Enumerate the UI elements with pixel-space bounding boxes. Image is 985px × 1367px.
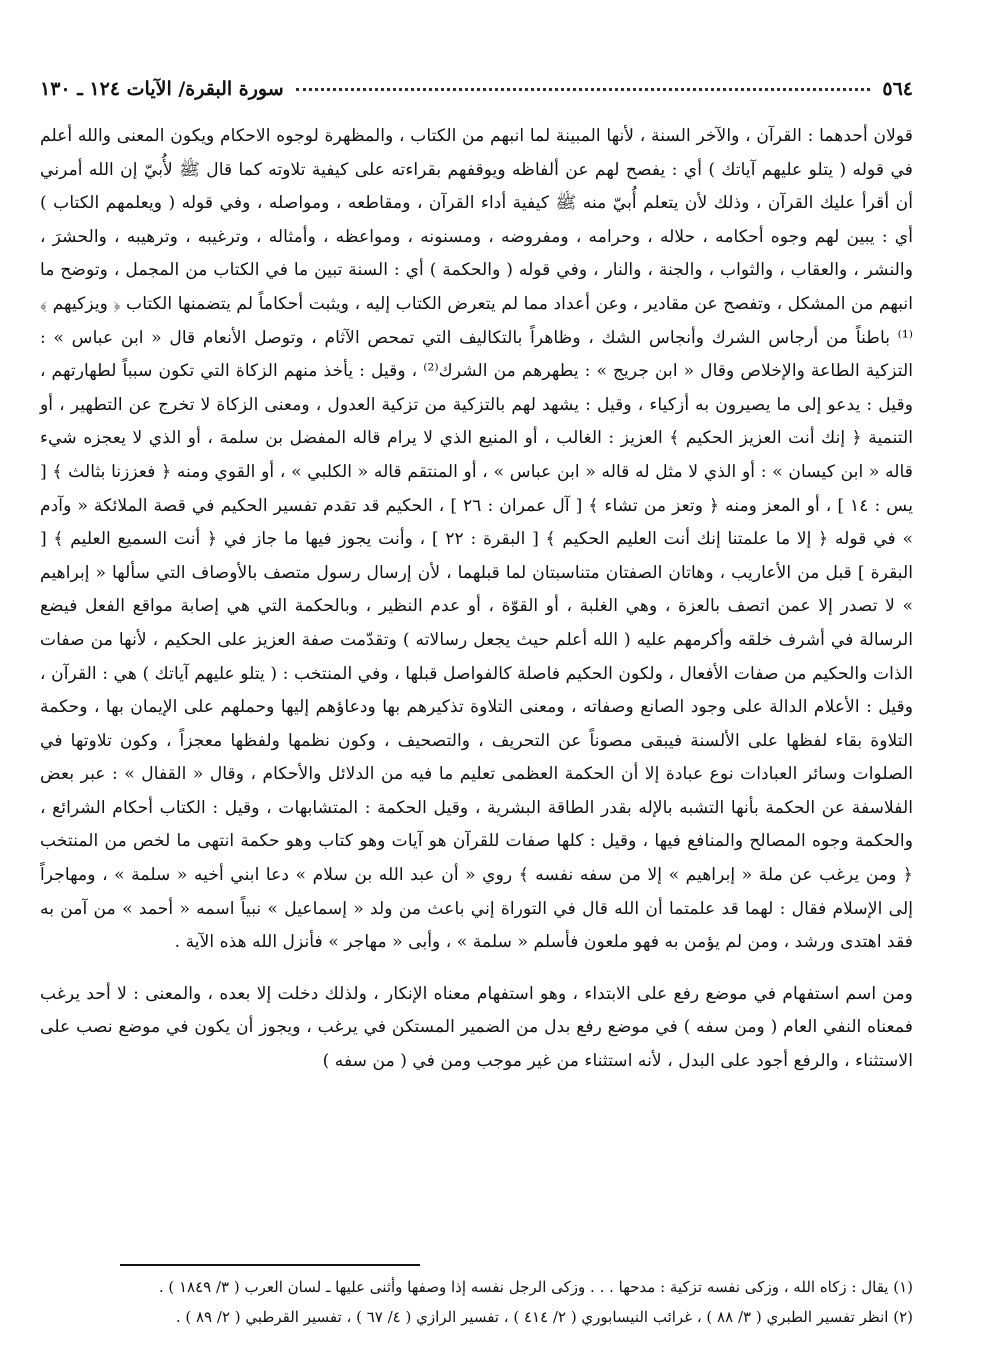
main-text	[40, 120, 913, 1079]
page-number: ٥٦٤	[882, 78, 913, 100]
paragraph-1: قولان أحدهما : القرآن ، والآخر السنة ، لأنها المبينة لما انبهم من الكتاب ، والمظهرة لوجوه الاحكام ويكون المعنى والله أعلم في قوله ( يتلو عليهم آياتك ) أي : يفصح لهم عن ألفاظه ويوقفهم بقراءته على كيفية تلاوته كما قال ﷺ لأُبيّ إن الله أمرني أن أقرأ عليك القرآن ، وذلك لأن يتعلم أُبيّ منه ﷺ كيفية أداء القرآن ، ومقاطعه ، ومواصله ، وفي قوله ( ويعلمهم الكتاب ) أي : يبين لهم وجوه أحكامه ، حلاله ، وحرامه ، ومفروضه ، ومسنونه ، ومواعظه ، وأمثاله ، وترغيبه ، وترهيبه ، والحشرَ ، والنشر ، والعقاب ، والثواب ، والجنة ، والنار ، وفي قوله ( والحكمة ) أي : السنة تبين ما في الكتاب من المجمل ، وتوضح ما انبهم من المشكل ، وتفصح عن مقادير ، وعن أعداد مما لم يتعرض الكتاب إليه ، ويثبت أحكاماً لم يتضمنها الكتاب ﴿ ويزكيهم ﴾⁽¹⁾ باطناً من أرجاس الشرك وأنجاس الشك ، وظاهراً بالتكاليف التي تمحص الآثام ، وتوصل الأنعام قال « ابن عباس » : التزكية الطاعة والإخلاص وقال « ابن جريج » : يطهرهم من الشرك⁽²⁾ ، وقيل : يأخذ منهم الزكاة التي تكون سبباً لطهارتهم ، وقيل : يدعو إلى ما يصيرون به أزكياء ، وقيل : يشهد لهم بالتزكية من تزكية العدول ، ومعنى الزكاة لا تخرج عن التطهير ، أو التنمية ﴿ إنك أنت العزيز الحكيم ﴾ العزيز : الغالب ، أو المنيع الذي لا يرام قاله المفضل بن سلمة ، أو الذي لا يعجزه شيء قاله « ابن كيسان » : أو الذي لا مثل له قاله « ابن عباس » ، أو المنتقم قاله « الكلبي » ، أو القوي ومنه ﴿ فعززنا بثالث ﴾ [ يس : ١٤ ] ، أو المعز ومنه ﴿ وتعز من تشاء ﴾ [ آل عمران : ٢٦ ] ، الحكيم قد تقدم تفسير الحكيم في قصة الملائكة « وآدم » في قوله ﴿ إلا ما علمتنا إنك أنت العليم الحكيم ﴾ [ البقرة : ٢٢ ] ، وأنت يجوز فيها ما جاز في ﴿ أنت السميع العليم ﴾ [ البقرة ] قبل من الأعاريب ، وهاتان الصفتان متناسبتان لما قبلهما ، لأن إرسال رسول متصف بالأوصاف التي سألها « إبراهيم » لا تصدر إلا عمن اتصف بالعزة ، وهي الغلبة ، أو القوّة ، أو عدم النظير ، وبالحكمة التي هي إصابة مواقع الفعل فيضع الرسالة في أشرف خلقه وأكرمهم عليه ( الله أعلم حيث يجعل رسالاته ) وتقدّمت صفة العزيز على الحكيم ، لأنها من صفات الذات والحكيم من صفات الأفعال ، ولكون الحكيم فاصلة كالفواصل قبلها ، وفي المنتخب : ( يتلو عليهم آياتك ) هي : القرآن ، وقيل : الأعلام الدالة على وجود الصانع وصفاته ، ومعنى التلاوة تذكيرهم بها ودعاؤهم إليها وحملهم على الإيمان بها ، وحكمة التلاوة بقاء لفظها على الألسنة فيبقى مصوناً عن التحريف ، والتصحيف ، وكون نظمها ولفظها معجزاً ، وكون تلاوتها في الصلوات وسائر العبادات نوع عبادة إلا أن الحكمة العظمى تعليم ما فيه من الدلائل والأحكام ، وقال « القفال » : عبر بعض الفلاسفة عن الحكمة بأنها التشبه بالإله بقدر الطاقة البشرية ، وقيل الحكمة : المتشابهات ، وقيل : الكتاب أحكام الشرائع ، والحكمة وجوه المصالح والمنافع فيها ، وقيل : كلها صفات للقرآن هو آيات وهو كتاب وهو حكمة انتهى ما لخص من المنتخب ﴿ ومن يرغب عن ملة « إبراهيم » إلا من سفه نفسه ﴾ روي « أن عبد الله بن سلام » دعا ابني أخيه « سلمة » ، ومهاجراً إلى الإسلام فقال : لهما قد علمتما أن الله قال في التوراة إني باعث من ولد « إسماعيل » نبياً اسمه « أحمد » من آمن به فقد اهتدى ورشد ، ومن لم يؤمن به فهو ملعون فأسلم « سلمة » ، وأبى « مهاجر » فأنزل الله هذه الآية .	[40, 126, 913, 953]
header-title: سورة البقرة/ الآيات ١٢٤ ـ ١٣٠	[40, 78, 284, 100]
running-header	[40, 74, 913, 104]
paragraph-2: ومن اسم استفهام في موضع رفع على الابتداء ، وهو استفهام معناه الإنكار ، ولذلك دخلت إلا بعده ، والمعنى : لا أحد يرغب فمعناه النفي العام ( ومن سفه ) في موضع رفع بدل من الضمير المستكن في يرغب ، ويجوز أن يكون في موضع نصب على الاستثناء ، والرفع أجود على البدل ، لأنه استثناء من غير موجب ومن في ( من سفه )	[40, 983, 913, 1072]
footnote-1: (١) يقال : زكاه الله ، وزكى نفسه تزكية : مدحها . . . وزكى الرجل نفسه إذا وصفها وأثنى عليها ـ لسان العرب ( ٣/ ١٨٤٩ ) .	[158, 1278, 913, 1296]
footnote-2: (٢) انظر تفسير الطبري ( ٣/ ٨٨ ) ، غرائب النيسابوري ( ٢/ ٤١٤ ) ، تفسير الرازي ( ٤/ ٦٧ ) ، تفسير القرطبي ( ٢/ ٨٩ ) .	[175, 1308, 913, 1326]
footnote-separator	[120, 1264, 420, 1266]
footnotes	[40, 1272, 913, 1332]
header-dotted-leader	[296, 88, 871, 91]
